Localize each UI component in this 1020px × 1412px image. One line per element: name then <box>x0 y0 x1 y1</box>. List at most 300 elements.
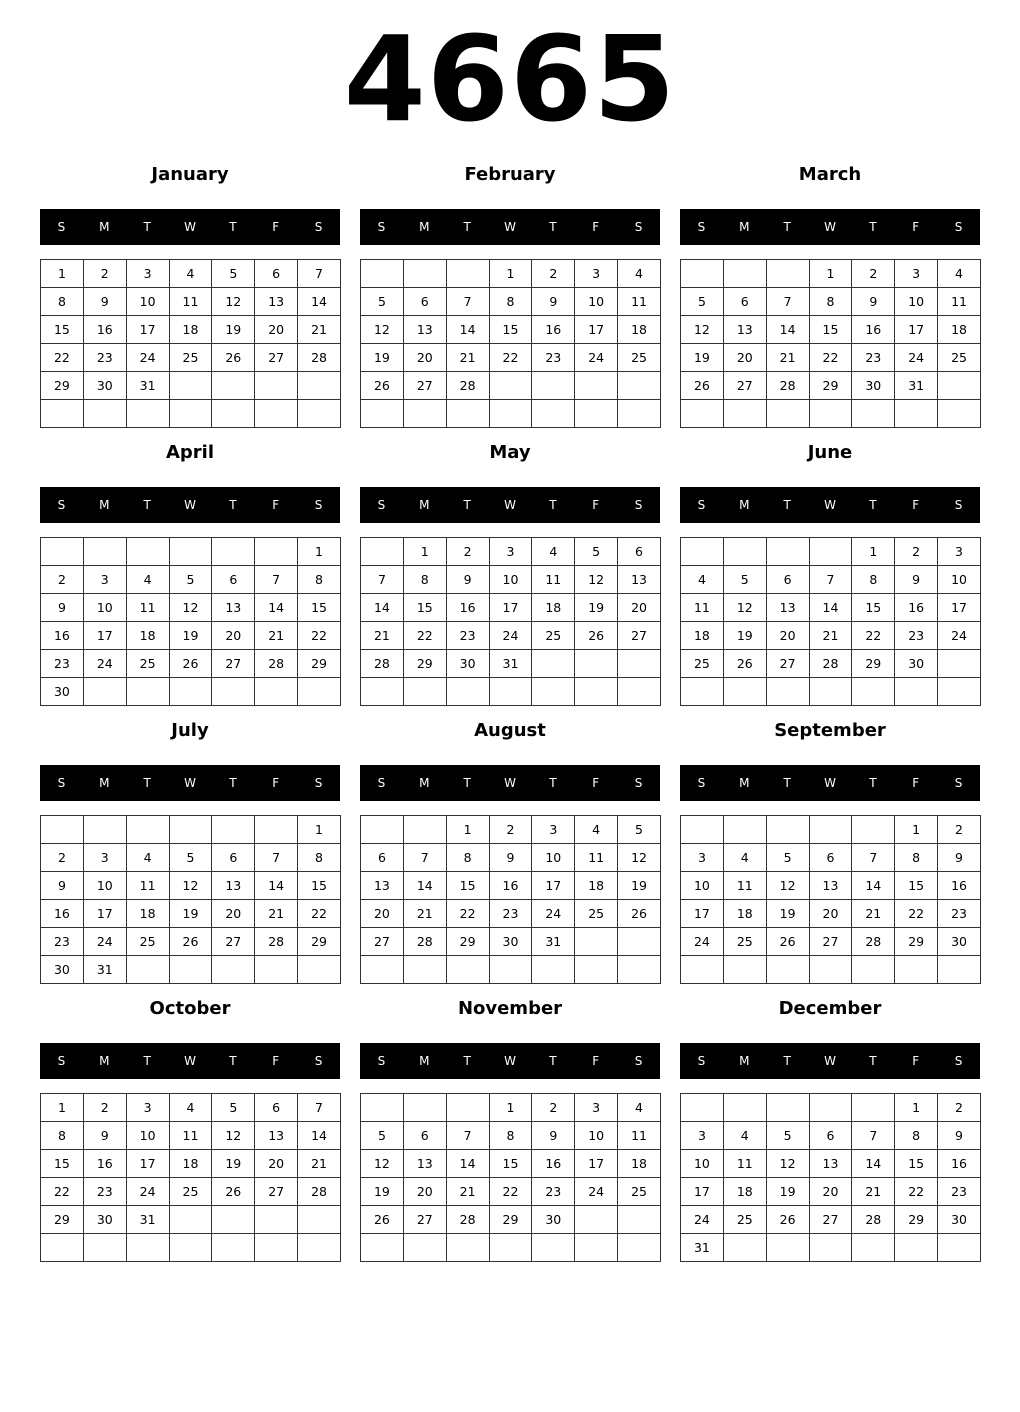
week-row <box>361 1206 661 1234</box>
day-cell: 29 <box>41 1206 84 1234</box>
day-cell: 15 <box>809 316 852 344</box>
day-cell: 22 <box>809 344 852 372</box>
day-cell: 1 <box>489 260 532 288</box>
day-cell: 1 <box>41 260 84 288</box>
day-cell: 24 <box>83 928 126 956</box>
day-cell <box>852 400 895 428</box>
week-row <box>681 928 981 956</box>
day-cell: 12 <box>361 1150 404 1178</box>
day-cell: 19 <box>618 872 661 900</box>
day-cell: 19 <box>169 900 212 928</box>
weekday-label: T <box>549 220 557 234</box>
day-cell: 29 <box>852 650 895 678</box>
weekday-label: S <box>377 1054 386 1068</box>
day-cell: 7 <box>766 288 809 316</box>
day-cell <box>126 678 169 706</box>
day-cell <box>766 260 809 288</box>
day-cell <box>255 956 298 984</box>
day-grid <box>360 815 661 984</box>
day-cell <box>298 956 341 984</box>
week-row <box>361 344 661 372</box>
day-cell <box>212 816 255 844</box>
day-cell <box>723 1234 766 1262</box>
day-cell: 13 <box>255 1122 298 1150</box>
day-cell: 30 <box>446 650 489 678</box>
day-cell <box>361 538 404 566</box>
day-cell <box>895 1234 938 1262</box>
day-cell <box>83 816 126 844</box>
day-cell: 3 <box>575 260 618 288</box>
weekday-label: T <box>463 776 471 790</box>
weekday-label: T <box>869 1054 877 1068</box>
weekday-label: W <box>824 220 836 234</box>
day-cell: 11 <box>618 288 661 316</box>
weekday-label: T <box>143 498 151 512</box>
weekday-label: T <box>549 776 557 790</box>
day-cell <box>169 538 212 566</box>
day-cell <box>532 678 575 706</box>
day-cell: 1 <box>403 538 446 566</box>
day-cell: 19 <box>361 1178 404 1206</box>
day-cell <box>212 1206 255 1234</box>
week-row <box>681 1178 981 1206</box>
day-cell: 6 <box>809 844 852 872</box>
week-row <box>681 1206 981 1234</box>
day-cell: 9 <box>41 872 84 900</box>
day-cell: 10 <box>489 566 532 594</box>
weekday-label: T <box>143 776 151 790</box>
day-cell: 27 <box>618 622 661 650</box>
day-cell: 8 <box>446 844 489 872</box>
day-cell: 14 <box>255 594 298 622</box>
day-cell: 5 <box>723 566 766 594</box>
weekday-label: M <box>99 498 110 512</box>
day-cell: 12 <box>212 288 255 316</box>
day-cell: 16 <box>83 316 126 344</box>
day-cell: 9 <box>895 566 938 594</box>
weekday-label: F <box>592 498 600 512</box>
weekday-label: M <box>739 776 750 790</box>
day-cell <box>618 1234 661 1262</box>
weekday-label: M <box>739 220 750 234</box>
day-cell: 22 <box>446 900 489 928</box>
day-cell: 19 <box>681 344 724 372</box>
week-row <box>41 678 341 706</box>
day-cell: 11 <box>532 566 575 594</box>
day-cell <box>255 1234 298 1262</box>
day-cell: 19 <box>169 622 212 650</box>
weekday-header <box>40 765 340 801</box>
day-cell: 6 <box>255 260 298 288</box>
day-cell: 29 <box>809 372 852 400</box>
day-cell: 2 <box>83 260 126 288</box>
day-cell: 9 <box>938 1122 981 1150</box>
day-cell: 27 <box>766 650 809 678</box>
day-cell: 14 <box>255 872 298 900</box>
day-cell <box>361 816 404 844</box>
day-cell: 6 <box>403 1122 446 1150</box>
month-name: March <box>798 164 862 185</box>
day-grid <box>360 259 661 428</box>
day-cell: 7 <box>255 566 298 594</box>
day-cell <box>169 678 212 706</box>
month-name: August <box>474 720 546 741</box>
day-cell <box>298 400 341 428</box>
day-cell <box>723 400 766 428</box>
day-cell: 16 <box>532 1150 575 1178</box>
day-cell: 28 <box>255 928 298 956</box>
week-row <box>681 288 981 316</box>
day-cell: 24 <box>938 622 981 650</box>
day-cell: 17 <box>681 1178 724 1206</box>
month-name: September <box>774 720 886 741</box>
day-cell: 11 <box>575 844 618 872</box>
day-cell: 8 <box>41 288 84 316</box>
week-row <box>681 872 981 900</box>
day-cell: 30 <box>852 372 895 400</box>
day-cell: 24 <box>681 928 724 956</box>
weekday-label: S <box>377 776 386 790</box>
weekday-label: F <box>592 776 600 790</box>
day-cell: 2 <box>83 1094 126 1122</box>
day-cell: 5 <box>212 260 255 288</box>
day-cell <box>618 372 661 400</box>
week-row <box>41 844 341 872</box>
day-cell <box>361 400 404 428</box>
day-cell: 22 <box>895 900 938 928</box>
day-cell: 21 <box>446 344 489 372</box>
month-name: February <box>464 164 556 185</box>
day-cell: 1 <box>446 816 489 844</box>
day-cell: 30 <box>83 1206 126 1234</box>
weekday-label: S <box>634 498 643 512</box>
day-cell: 3 <box>681 844 724 872</box>
day-cell: 27 <box>403 372 446 400</box>
day-cell: 11 <box>938 288 981 316</box>
day-cell: 25 <box>618 344 661 372</box>
day-cell <box>255 400 298 428</box>
week-row <box>41 260 341 288</box>
day-cell: 3 <box>938 538 981 566</box>
day-cell <box>532 956 575 984</box>
weekday-label: S <box>57 498 66 512</box>
day-cell: 16 <box>895 594 938 622</box>
week-row <box>681 900 981 928</box>
day-cell <box>255 816 298 844</box>
day-cell <box>446 678 489 706</box>
day-cell <box>681 816 724 844</box>
day-cell: 11 <box>723 1150 766 1178</box>
day-cell: 28 <box>809 650 852 678</box>
day-cell <box>766 1234 809 1262</box>
day-cell <box>575 1206 618 1234</box>
day-cell: 11 <box>723 872 766 900</box>
weekday-label: M <box>99 776 110 790</box>
day-cell <box>446 400 489 428</box>
day-cell <box>298 1206 341 1234</box>
day-cell: 31 <box>489 650 532 678</box>
day-cell: 6 <box>766 566 809 594</box>
day-cell: 2 <box>532 1094 575 1122</box>
day-cell: 21 <box>809 622 852 650</box>
week-row <box>361 650 661 678</box>
week-row <box>41 1094 341 1122</box>
day-cell <box>41 1234 84 1262</box>
day-cell: 21 <box>766 344 809 372</box>
day-cell: 5 <box>169 566 212 594</box>
weekday-label: S <box>634 776 643 790</box>
weekday-label: T <box>783 776 791 790</box>
day-cell: 19 <box>361 344 404 372</box>
day-cell: 12 <box>618 844 661 872</box>
day-cell <box>212 956 255 984</box>
day-cell <box>83 1234 126 1262</box>
day-cell <box>575 678 618 706</box>
day-cell <box>723 260 766 288</box>
day-cell: 15 <box>298 872 341 900</box>
day-cell <box>938 372 981 400</box>
day-cell: 21 <box>852 1178 895 1206</box>
day-cell <box>403 260 446 288</box>
day-cell: 7 <box>852 1122 895 1150</box>
day-cell <box>723 1094 766 1122</box>
day-cell <box>809 400 852 428</box>
weekday-header <box>40 1043 340 1079</box>
day-cell <box>403 400 446 428</box>
day-cell: 7 <box>255 844 298 872</box>
day-cell: 24 <box>681 1206 724 1234</box>
day-cell: 4 <box>938 260 981 288</box>
week-row <box>361 288 661 316</box>
day-cell: 8 <box>852 566 895 594</box>
day-cell: 9 <box>852 288 895 316</box>
day-cell: 3 <box>681 1122 724 1150</box>
weekday-label: S <box>697 498 706 512</box>
week-row <box>41 928 341 956</box>
week-row <box>361 1234 661 1262</box>
week-row <box>41 400 341 428</box>
day-cell: 9 <box>938 844 981 872</box>
day-cell: 12 <box>681 316 724 344</box>
weekday-label: W <box>824 1054 836 1068</box>
week-row <box>361 372 661 400</box>
day-cell: 22 <box>489 344 532 372</box>
day-cell: 6 <box>255 1094 298 1122</box>
day-cell: 28 <box>361 650 404 678</box>
day-cell: 30 <box>938 928 981 956</box>
week-row <box>681 538 981 566</box>
day-cell: 10 <box>681 1150 724 1178</box>
weekday-header <box>360 765 660 801</box>
day-cell: 18 <box>681 622 724 650</box>
weekday-label: S <box>954 498 963 512</box>
day-cell: 6 <box>212 844 255 872</box>
day-cell <box>126 538 169 566</box>
day-cell: 13 <box>618 566 661 594</box>
day-cell: 22 <box>852 622 895 650</box>
weekday-header <box>680 765 980 801</box>
day-cell: 19 <box>723 622 766 650</box>
day-cell: 18 <box>723 900 766 928</box>
day-cell: 30 <box>41 956 84 984</box>
day-cell <box>298 678 341 706</box>
day-cell: 14 <box>403 872 446 900</box>
day-cell: 15 <box>446 872 489 900</box>
day-cell: 17 <box>126 316 169 344</box>
day-cell: 20 <box>361 900 404 928</box>
day-cell <box>852 956 895 984</box>
week-row <box>681 260 981 288</box>
day-cell <box>126 956 169 984</box>
day-cell: 17 <box>681 900 724 928</box>
weekday-label: T <box>229 776 237 790</box>
day-grid <box>680 815 981 984</box>
day-cell: 31 <box>532 928 575 956</box>
weekday-label: W <box>504 776 516 790</box>
day-cell: 3 <box>895 260 938 288</box>
day-cell: 4 <box>126 844 169 872</box>
day-cell: 12 <box>212 1122 255 1150</box>
day-cell <box>41 816 84 844</box>
week-row <box>41 650 341 678</box>
weekday-label: T <box>869 220 877 234</box>
day-cell: 2 <box>938 816 981 844</box>
week-row <box>681 372 981 400</box>
day-cell: 9 <box>446 566 489 594</box>
day-grid <box>40 537 341 706</box>
day-cell: 30 <box>895 650 938 678</box>
day-cell: 14 <box>361 594 404 622</box>
day-cell: 23 <box>83 1178 126 1206</box>
day-cell: 25 <box>575 900 618 928</box>
day-cell: 22 <box>298 622 341 650</box>
day-cell: 9 <box>83 288 126 316</box>
weekday-label: M <box>419 776 430 790</box>
month-name: January <box>151 164 229 185</box>
day-cell: 8 <box>489 288 532 316</box>
day-cell: 5 <box>766 1122 809 1150</box>
day-cell <box>403 956 446 984</box>
week-row <box>41 538 341 566</box>
day-cell: 27 <box>212 928 255 956</box>
day-cell: 16 <box>41 622 84 650</box>
day-cell <box>895 678 938 706</box>
day-cell: 29 <box>403 650 446 678</box>
day-cell: 19 <box>212 1150 255 1178</box>
day-cell <box>403 816 446 844</box>
day-cell: 20 <box>403 344 446 372</box>
day-cell: 18 <box>169 1150 212 1178</box>
day-cell: 12 <box>169 594 212 622</box>
day-cell: 26 <box>212 1178 255 1206</box>
weekday-label: S <box>314 498 323 512</box>
day-cell <box>895 956 938 984</box>
day-cell <box>446 1094 489 1122</box>
day-cell: 15 <box>895 872 938 900</box>
day-cell: 28 <box>298 1178 341 1206</box>
day-cell <box>446 260 489 288</box>
day-cell: 17 <box>575 1150 618 1178</box>
day-cell: 20 <box>255 316 298 344</box>
day-cell: 25 <box>618 1178 661 1206</box>
day-cell: 26 <box>766 928 809 956</box>
day-cell: 15 <box>489 1150 532 1178</box>
day-cell: 7 <box>298 1094 341 1122</box>
day-cell: 29 <box>446 928 489 956</box>
day-cell: 14 <box>298 288 341 316</box>
day-cell: 20 <box>255 1150 298 1178</box>
day-cell: 6 <box>403 288 446 316</box>
day-cell: 2 <box>41 566 84 594</box>
day-cell <box>618 1206 661 1234</box>
day-cell: 17 <box>83 900 126 928</box>
day-cell <box>255 678 298 706</box>
day-cell: 27 <box>255 1178 298 1206</box>
day-cell: 19 <box>766 1178 809 1206</box>
day-cell: 6 <box>723 288 766 316</box>
day-cell: 2 <box>41 844 84 872</box>
weekday-label: F <box>272 498 280 512</box>
day-cell: 12 <box>766 1150 809 1178</box>
day-cell <box>83 400 126 428</box>
week-row <box>361 956 661 984</box>
day-cell <box>618 956 661 984</box>
weekday-label: M <box>99 1054 110 1068</box>
day-cell: 21 <box>852 900 895 928</box>
month-name: July <box>171 720 209 741</box>
day-cell <box>212 538 255 566</box>
day-cell: 15 <box>298 594 341 622</box>
day-cell: 26 <box>361 1206 404 1234</box>
day-cell <box>618 678 661 706</box>
weekday-label: F <box>272 1054 280 1068</box>
day-cell: 27 <box>809 1206 852 1234</box>
day-cell: 17 <box>938 594 981 622</box>
day-cell: 6 <box>618 538 661 566</box>
year-title: 4665 <box>343 10 677 148</box>
day-cell: 14 <box>852 1150 895 1178</box>
weekday-header <box>360 209 660 245</box>
day-cell: 8 <box>895 1122 938 1150</box>
day-cell: 2 <box>938 1094 981 1122</box>
week-row <box>361 566 661 594</box>
day-cell: 13 <box>403 1150 446 1178</box>
weekday-header <box>680 1043 980 1079</box>
day-cell <box>212 678 255 706</box>
day-cell: 1 <box>895 1094 938 1122</box>
day-grid <box>40 259 341 428</box>
day-grid <box>360 537 661 706</box>
weekday-label: M <box>739 498 750 512</box>
day-cell: 4 <box>169 1094 212 1122</box>
day-cell: 4 <box>618 260 661 288</box>
day-grid <box>40 1093 341 1262</box>
day-cell: 4 <box>723 844 766 872</box>
day-cell: 8 <box>895 844 938 872</box>
weekday-label: W <box>184 776 196 790</box>
day-cell <box>489 678 532 706</box>
weekday-label: W <box>824 498 836 512</box>
day-cell <box>403 1234 446 1262</box>
day-cell: 23 <box>489 900 532 928</box>
month-name: May <box>489 442 531 463</box>
day-cell: 17 <box>126 1150 169 1178</box>
week-row <box>41 316 341 344</box>
day-cell: 6 <box>809 1122 852 1150</box>
day-cell: 30 <box>532 1206 575 1234</box>
day-cell: 15 <box>489 316 532 344</box>
day-cell: 8 <box>298 844 341 872</box>
